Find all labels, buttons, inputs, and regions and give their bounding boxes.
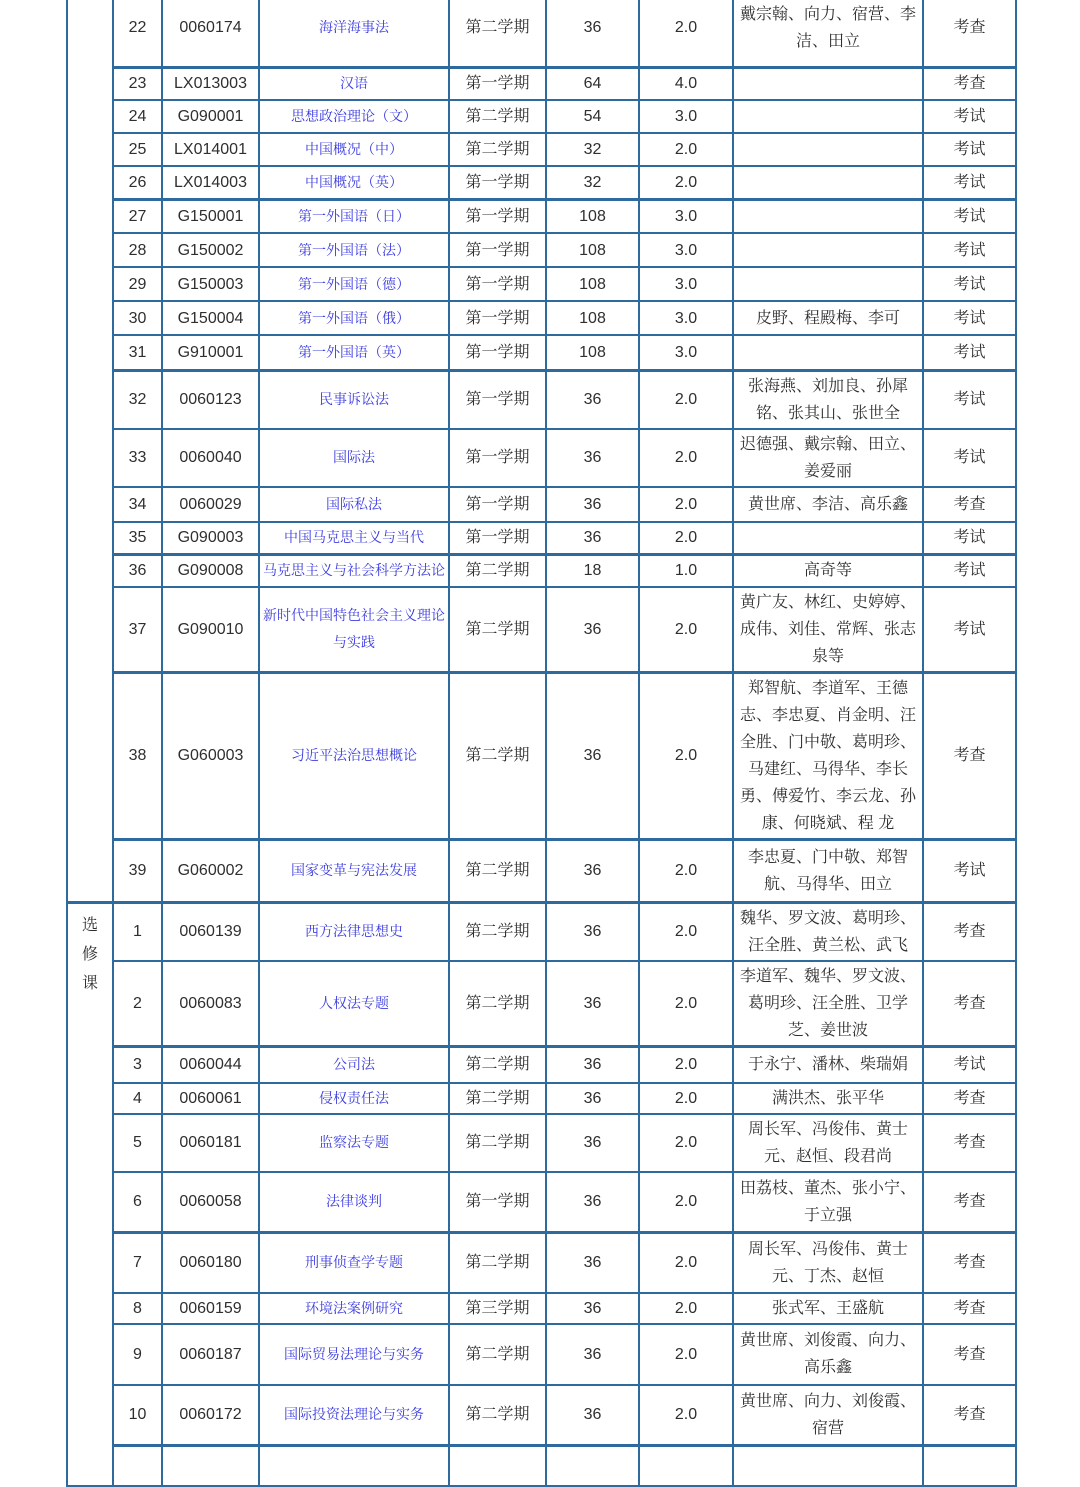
exam-type: 考试 bbox=[923, 166, 1016, 199]
course-code: G090001 bbox=[162, 100, 259, 133]
course-name-cell bbox=[259, 1047, 449, 1083]
course-credits: 2.0 bbox=[639, 1114, 733, 1172]
course-name-cell bbox=[259, 267, 449, 301]
row-number: 22 bbox=[113, 0, 162, 67]
course-hours: 108 bbox=[546, 233, 639, 267]
course-table-container bbox=[66, 0, 1017, 1487]
course-name-link[interactable]: 国际投资法理论与实务 bbox=[284, 1406, 424, 1423]
row-number: 33 bbox=[113, 429, 162, 487]
course-code: 0060044 bbox=[162, 1047, 259, 1083]
exam-type: 考试 bbox=[923, 839, 1016, 902]
course-credits: 4.0 bbox=[639, 67, 733, 100]
course-credits: 2.0 bbox=[639, 587, 733, 673]
exam-type: 考查 bbox=[923, 902, 1016, 961]
row-number: 4 bbox=[113, 1083, 162, 1114]
exam-type: 考查 bbox=[923, 67, 1016, 100]
exam-type: 考试 bbox=[923, 555, 1016, 587]
course-credits: 2.0 bbox=[639, 133, 733, 166]
course-hours: 36 bbox=[546, 1083, 639, 1114]
course-name-cell bbox=[259, 902, 449, 961]
course-code: 0060061 bbox=[162, 1083, 259, 1114]
course-teachers bbox=[733, 133, 923, 166]
course-credits: 2.0 bbox=[639, 672, 733, 839]
table-row bbox=[67, 672, 1016, 839]
table-row bbox=[67, 0, 1016, 67]
course-teachers bbox=[733, 233, 923, 267]
row-number: 6 bbox=[113, 1172, 162, 1233]
course-semester: 第二学期 bbox=[449, 0, 546, 67]
course-semester: 第三学期 bbox=[449, 1293, 546, 1324]
exam-type: 考查 bbox=[923, 1233, 1016, 1293]
exam-type: 考试 bbox=[923, 199, 1016, 233]
course-teachers: 黄世席、刘俊霞、向力、高乐鑫 bbox=[733, 1324, 923, 1385]
exam-type: 考查 bbox=[923, 1324, 1016, 1385]
table-row bbox=[67, 555, 1016, 587]
course-name-link[interactable]: 中国马克思主义与当代 bbox=[284, 529, 424, 546]
course-semester: 第二学期 bbox=[449, 1324, 546, 1385]
course-name-cell bbox=[259, 1385, 449, 1446]
course-hours: 64 bbox=[546, 67, 639, 100]
course-hours: 32 bbox=[546, 166, 639, 199]
course-name-cell bbox=[259, 335, 449, 370]
course-semester: 第一学期 bbox=[449, 429, 546, 487]
empty-cell bbox=[162, 1446, 259, 1486]
course-name-link[interactable]: 第一外国语（日） bbox=[298, 207, 410, 224]
course-hours: 36 bbox=[546, 429, 639, 487]
course-hours: 36 bbox=[546, 370, 639, 429]
exam-type: 考试 bbox=[923, 370, 1016, 429]
course-name-cell bbox=[259, 166, 449, 199]
table-row bbox=[67, 839, 1016, 902]
exam-type: 考试 bbox=[923, 100, 1016, 133]
table-row-partial bbox=[67, 1446, 1016, 1486]
course-semester: 第二学期 bbox=[449, 555, 546, 587]
course-hours: 36 bbox=[546, 1233, 639, 1293]
course-code: 0060029 bbox=[162, 487, 259, 522]
row-number: 3 bbox=[113, 1047, 162, 1083]
course-teachers: 黄世席、李洁、高乐鑫 bbox=[733, 487, 923, 522]
empty-cell bbox=[639, 1446, 733, 1486]
course-credits: 2.0 bbox=[639, 1047, 733, 1083]
course-semester: 第二学期 bbox=[449, 1114, 546, 1172]
course-semester: 第一学期 bbox=[449, 1172, 546, 1233]
course-teachers: 李道军、魏华、罗文波、葛明珍、汪全胜、卫学芝、姜世波 bbox=[733, 961, 923, 1047]
course-code: 0060058 bbox=[162, 1172, 259, 1233]
row-number: 26 bbox=[113, 166, 162, 199]
course-name-cell bbox=[259, 1172, 449, 1233]
table-row bbox=[67, 233, 1016, 267]
row-number: 37 bbox=[113, 587, 162, 673]
row-number: 27 bbox=[113, 199, 162, 233]
course-teachers: 于永宁、潘林、柴瑞娟 bbox=[733, 1047, 923, 1083]
course-credits: 1.0 bbox=[639, 555, 733, 587]
row-number: 30 bbox=[113, 301, 162, 335]
exam-type: 考查 bbox=[923, 1385, 1016, 1446]
course-name-cell bbox=[259, 1293, 449, 1324]
course-credits: 2.0 bbox=[639, 522, 733, 555]
course-hours: 36 bbox=[546, 1172, 639, 1233]
row-number: 35 bbox=[113, 522, 162, 555]
course-hours: 54 bbox=[546, 100, 639, 133]
course-name-link[interactable]: 中国概况（英） bbox=[305, 173, 403, 190]
exam-type: 考查 bbox=[923, 1083, 1016, 1114]
table-row bbox=[67, 1114, 1016, 1172]
course-hours: 36 bbox=[546, 522, 639, 555]
section-label-electives bbox=[67, 902, 113, 1486]
course-name-cell bbox=[259, 522, 449, 555]
exam-type: 考查 bbox=[923, 1293, 1016, 1324]
row-number: 8 bbox=[113, 1293, 162, 1324]
course-credits: 3.0 bbox=[639, 199, 733, 233]
course-semester: 第二学期 bbox=[449, 672, 546, 839]
exam-type: 考查 bbox=[923, 672, 1016, 839]
course-credits: 2.0 bbox=[639, 1233, 733, 1293]
course-semester: 第一学期 bbox=[449, 487, 546, 522]
course-name-cell bbox=[259, 1114, 449, 1172]
course-table bbox=[66, 0, 1017, 1487]
course-name-link[interactable]: 人权法专题 bbox=[319, 995, 389, 1011]
course-credits: 2.0 bbox=[639, 487, 733, 522]
table-row bbox=[67, 133, 1016, 166]
course-name-link[interactable]: 中国概况（中） bbox=[305, 141, 403, 157]
course-code: LX014003 bbox=[162, 166, 259, 199]
course-name-cell bbox=[259, 1233, 449, 1293]
course-name-link[interactable]: 马克思主义与社会科学方法论 bbox=[263, 562, 445, 579]
row-number: 39 bbox=[113, 839, 162, 902]
exam-type: 考查 bbox=[923, 961, 1016, 1047]
course-name-link[interactable]: 汉语 bbox=[340, 75, 368, 92]
course-semester: 第二学期 bbox=[449, 839, 546, 902]
course-code: 0060083 bbox=[162, 961, 259, 1047]
course-hours: 32 bbox=[546, 133, 639, 166]
course-name-link[interactable]: 监察法专题 bbox=[319, 1134, 389, 1150]
table-row bbox=[67, 335, 1016, 370]
course-credits: 2.0 bbox=[639, 1083, 733, 1114]
course-hours: 108 bbox=[546, 335, 639, 370]
row-number: 7 bbox=[113, 1233, 162, 1293]
course-name-link[interactable]: 习近平法治思想概论 bbox=[291, 747, 417, 763]
exam-type: 考试 bbox=[923, 1047, 1016, 1083]
course-teachers: 戴宗翰、向力、宿营、李洁、田立 bbox=[733, 0, 923, 67]
exam-type: 考试 bbox=[923, 335, 1016, 370]
course-code: 0060040 bbox=[162, 429, 259, 487]
course-name-cell bbox=[259, 487, 449, 522]
course-code: 0060139 bbox=[162, 902, 259, 961]
table-row bbox=[67, 1233, 1016, 1293]
table-row bbox=[67, 166, 1016, 199]
row-number: 10 bbox=[113, 1385, 162, 1446]
course-credits: 2.0 bbox=[639, 429, 733, 487]
course-semester: 第二学期 bbox=[449, 961, 546, 1047]
course-semester: 第一学期 bbox=[449, 335, 546, 370]
course-credits: 2.0 bbox=[639, 166, 733, 199]
empty-cell bbox=[113, 1446, 162, 1486]
exam-type: 考试 bbox=[923, 587, 1016, 673]
course-name-link[interactable]: 新时代中国特色社会主义理论与实践 bbox=[263, 607, 445, 650]
course-hours: 36 bbox=[546, 961, 639, 1047]
table-row bbox=[67, 67, 1016, 100]
course-name-link[interactable]: 国家变革与宪法发展 bbox=[291, 862, 417, 878]
exam-type: 考试 bbox=[923, 267, 1016, 301]
course-credits: 2.0 bbox=[639, 839, 733, 902]
course-code: LX013003 bbox=[162, 67, 259, 100]
course-teachers: 张式军、王盛航 bbox=[733, 1293, 923, 1324]
course-teachers: 周长军、冯俊伟、黄士元、赵恒、段君尚 bbox=[733, 1114, 923, 1172]
table-row bbox=[67, 100, 1016, 133]
empty-cell bbox=[546, 1446, 639, 1486]
course-hours: 36 bbox=[546, 587, 639, 673]
course-hours: 108 bbox=[546, 267, 639, 301]
course-name-cell bbox=[259, 961, 449, 1047]
course-semester: 第一学期 bbox=[449, 522, 546, 555]
course-hours: 36 bbox=[546, 672, 639, 839]
table-row bbox=[67, 902, 1016, 961]
course-semester: 第二学期 bbox=[449, 902, 546, 961]
course-hours: 36 bbox=[546, 1114, 639, 1172]
course-hours: 36 bbox=[546, 0, 639, 67]
table-row bbox=[67, 961, 1016, 1047]
course-teachers: 魏华、罗文波、葛明珍、汪全胜、黄兰松、武飞 bbox=[733, 902, 923, 961]
course-code: 0060180 bbox=[162, 1233, 259, 1293]
table-row bbox=[67, 370, 1016, 429]
course-code: 0060123 bbox=[162, 370, 259, 429]
course-credits: 3.0 bbox=[639, 335, 733, 370]
row-number: 29 bbox=[113, 267, 162, 301]
course-code: G060003 bbox=[162, 672, 259, 839]
course-credits: 3.0 bbox=[639, 233, 733, 267]
table-row bbox=[67, 1083, 1016, 1114]
row-number: 36 bbox=[113, 555, 162, 587]
course-semester: 第二学期 bbox=[449, 133, 546, 166]
course-name-cell bbox=[259, 67, 449, 100]
row-number: 24 bbox=[113, 100, 162, 133]
course-credits: 2.0 bbox=[639, 1172, 733, 1233]
course-hours: 36 bbox=[546, 487, 639, 522]
course-name-link[interactable]: 民事诉讼法 bbox=[319, 391, 389, 407]
course-teachers: 周长军、冯俊伟、黄士元、丁杰、赵恒 bbox=[733, 1233, 923, 1293]
course-semester: 第一学期 bbox=[449, 199, 546, 233]
course-teachers: 田荔枝、董杰、张小宁、于立强 bbox=[733, 1172, 923, 1233]
table-row bbox=[67, 199, 1016, 233]
exam-type: 考查 bbox=[923, 487, 1016, 522]
course-semester: 第一学期 bbox=[449, 233, 546, 267]
course-name-cell bbox=[259, 133, 449, 166]
course-code: G150002 bbox=[162, 233, 259, 267]
course-name-link[interactable]: 西方法律思想史 bbox=[305, 923, 403, 940]
course-semester: 第一学期 bbox=[449, 301, 546, 335]
table-row bbox=[67, 1172, 1016, 1233]
course-semester: 第一学期 bbox=[449, 67, 546, 100]
course-name-cell bbox=[259, 199, 449, 233]
course-code: G150003 bbox=[162, 267, 259, 301]
section-label-text: 选修课 bbox=[81, 916, 98, 992]
course-code: G090010 bbox=[162, 587, 259, 673]
row-number: 9 bbox=[113, 1324, 162, 1385]
course-name-link[interactable]: 侵权责任法 bbox=[319, 1089, 389, 1106]
exam-type: 考试 bbox=[923, 133, 1016, 166]
course-teachers bbox=[733, 166, 923, 199]
course-credits: 2.0 bbox=[639, 370, 733, 429]
course-code: G090008 bbox=[162, 555, 259, 587]
exam-type: 考查 bbox=[923, 0, 1016, 67]
exam-type: 考试 bbox=[923, 522, 1016, 555]
course-credits: 2.0 bbox=[639, 0, 733, 67]
row-number: 1 bbox=[113, 902, 162, 961]
course-name-cell bbox=[259, 1324, 449, 1385]
course-code: G090003 bbox=[162, 522, 259, 555]
course-teachers: 皮野、程殿梅、李可 bbox=[733, 301, 923, 335]
exam-type: 考查 bbox=[923, 1172, 1016, 1233]
exam-type: 考试 bbox=[923, 301, 1016, 335]
course-name-cell bbox=[259, 587, 449, 673]
course-name-cell bbox=[259, 1083, 449, 1114]
course-name-link[interactable]: 刑事侦查学专题 bbox=[305, 1254, 403, 1271]
course-hours: 36 bbox=[546, 902, 639, 961]
course-code: G910001 bbox=[162, 335, 259, 370]
row-number: 32 bbox=[113, 370, 162, 429]
course-credits: 2.0 bbox=[639, 1293, 733, 1324]
empty-cell bbox=[259, 1446, 449, 1486]
row-number: 38 bbox=[113, 672, 162, 839]
course-name-link[interactable]: 国际法 bbox=[333, 449, 375, 465]
course-name-link[interactable]: 海洋海事法 bbox=[319, 19, 389, 36]
row-number: 25 bbox=[113, 133, 162, 166]
table-row bbox=[67, 1385, 1016, 1446]
course-name-cell bbox=[259, 0, 449, 67]
course-teachers: 高奇等 bbox=[733, 555, 923, 587]
course-semester: 第二学期 bbox=[449, 587, 546, 673]
course-teachers: 满洪杰、张平华 bbox=[733, 1083, 923, 1114]
course-teachers: 黄世席、向力、刘俊霞、宿营 bbox=[733, 1385, 923, 1446]
course-code: 0060172 bbox=[162, 1385, 259, 1446]
course-name-cell bbox=[259, 555, 449, 587]
course-teachers bbox=[733, 100, 923, 133]
course-code: 0060181 bbox=[162, 1114, 259, 1172]
course-name-link[interactable]: 第一外国语（法） bbox=[298, 241, 410, 258]
row-number: 23 bbox=[113, 67, 162, 100]
course-teachers bbox=[733, 335, 923, 370]
course-hours: 36 bbox=[546, 1047, 639, 1083]
course-semester: 第一学期 bbox=[449, 267, 546, 301]
course-hours: 36 bbox=[546, 1324, 639, 1385]
course-semester: 第一学期 bbox=[449, 370, 546, 429]
course-name-cell bbox=[259, 429, 449, 487]
course-semester: 第二学期 bbox=[449, 1047, 546, 1083]
row-number: 2 bbox=[113, 961, 162, 1047]
course-credits: 3.0 bbox=[639, 100, 733, 133]
course-semester: 第一学期 bbox=[449, 166, 546, 199]
course-hours: 18 bbox=[546, 555, 639, 587]
exam-type: 考查 bbox=[923, 1114, 1016, 1172]
section-label bbox=[67, 0, 113, 902]
course-semester: 第二学期 bbox=[449, 100, 546, 133]
course-hours: 36 bbox=[546, 1385, 639, 1446]
empty-cell bbox=[733, 1446, 923, 1486]
empty-cell bbox=[923, 1446, 1016, 1486]
exam-type: 考试 bbox=[923, 429, 1016, 487]
course-teachers: 迟德强、戴宗翰、田立、姜爱丽 bbox=[733, 429, 923, 487]
row-number: 28 bbox=[113, 233, 162, 267]
course-credits: 2.0 bbox=[639, 1385, 733, 1446]
table-row bbox=[67, 487, 1016, 522]
course-name-link[interactable]: 第一外国语（德） bbox=[298, 275, 410, 292]
course-semester: 第二学期 bbox=[449, 1233, 546, 1293]
table-row bbox=[67, 1324, 1016, 1385]
course-semester: 第二学期 bbox=[449, 1385, 546, 1446]
course-name-link[interactable]: 法律谈判 bbox=[326, 1193, 382, 1210]
course-name-link[interactable]: 国际私法 bbox=[326, 495, 382, 512]
course-credits: 2.0 bbox=[639, 1324, 733, 1385]
course-hours: 108 bbox=[546, 199, 639, 233]
course-name-link[interactable]: 公司法 bbox=[333, 1056, 375, 1073]
course-code: G150001 bbox=[162, 199, 259, 233]
course-teachers: 黄广友、林红、史婷婷、成伟、刘佳、常辉、张志泉等 bbox=[733, 587, 923, 673]
row-number: 31 bbox=[113, 335, 162, 370]
course-code: 0060159 bbox=[162, 1293, 259, 1324]
exam-type: 考试 bbox=[923, 233, 1016, 267]
course-name-cell bbox=[259, 839, 449, 902]
course-teachers bbox=[733, 199, 923, 233]
course-code: G150004 bbox=[162, 301, 259, 335]
course-credits: 2.0 bbox=[639, 961, 733, 1047]
course-credits: 2.0 bbox=[639, 902, 733, 961]
table-row bbox=[67, 522, 1016, 555]
course-name-cell bbox=[259, 672, 449, 839]
table-row bbox=[67, 1047, 1016, 1083]
course-name-cell bbox=[259, 370, 449, 429]
table-row bbox=[67, 1293, 1016, 1324]
course-code: 0060174 bbox=[162, 0, 259, 67]
table-row bbox=[67, 587, 1016, 673]
course-teachers: 郑智航、李道军、王德志、李忠夏、肖金明、汪全胜、门中敬、葛明珍、马建红、马得华、李长勇、傅爱竹、李云龙、孙 康、何晓斌、程 龙 bbox=[733, 672, 923, 839]
course-teachers bbox=[733, 67, 923, 100]
course-code: 0060187 bbox=[162, 1324, 259, 1385]
table-row bbox=[67, 267, 1016, 301]
course-name-cell bbox=[259, 100, 449, 133]
course-name-link[interactable]: 国际贸易法理论与实务 bbox=[284, 1345, 424, 1362]
table-row bbox=[67, 301, 1016, 335]
course-code: G060002 bbox=[162, 839, 259, 902]
course-name-link[interactable]: 环境法案例研究 bbox=[305, 1299, 403, 1316]
table-row bbox=[67, 429, 1016, 487]
course-name-cell bbox=[259, 233, 449, 267]
course-credits: 3.0 bbox=[639, 301, 733, 335]
course-teachers: 张海燕、刘加良、孙犀铭、张其山、张世全 bbox=[733, 370, 923, 429]
course-hours: 36 bbox=[546, 1293, 639, 1324]
course-name-link[interactable]: 第一外国语（俄） bbox=[298, 309, 410, 326]
row-number: 5 bbox=[113, 1114, 162, 1172]
course-name-link[interactable]: 第一外国语（英） bbox=[298, 343, 410, 360]
course-teachers bbox=[733, 522, 923, 555]
course-hours: 36 bbox=[546, 839, 639, 902]
course-credits: 3.0 bbox=[639, 267, 733, 301]
course-teachers bbox=[733, 267, 923, 301]
course-teachers: 李忠夏、门中敬、郑智航、马得华、田立 bbox=[733, 839, 923, 902]
course-semester: 第二学期 bbox=[449, 1083, 546, 1114]
course-code: LX014001 bbox=[162, 133, 259, 166]
course-name-link[interactable]: 思想政治理论（文） bbox=[291, 108, 417, 124]
empty-cell bbox=[449, 1446, 546, 1486]
course-name-cell bbox=[259, 301, 449, 335]
course-hours: 108 bbox=[546, 301, 639, 335]
row-number: 34 bbox=[113, 487, 162, 522]
